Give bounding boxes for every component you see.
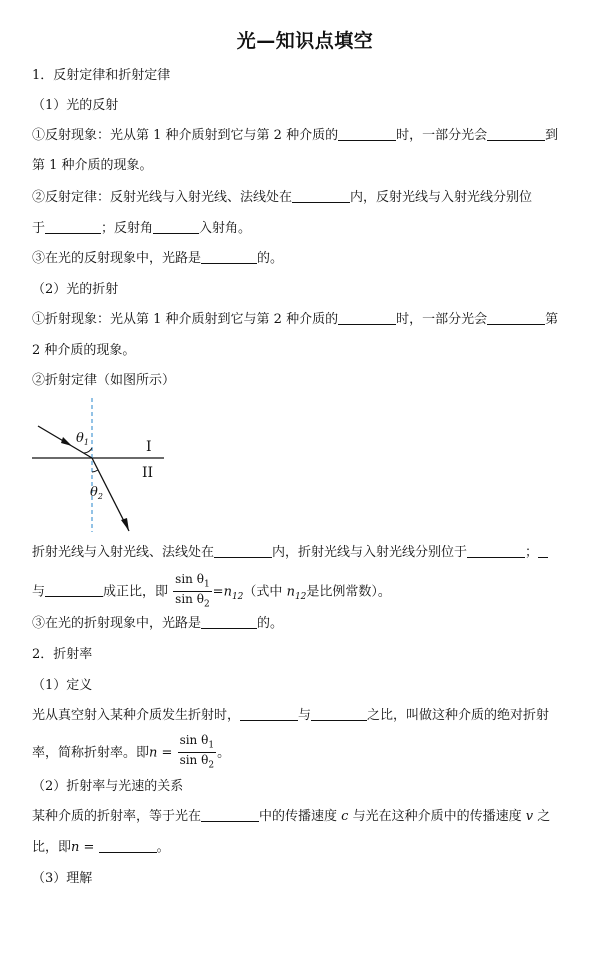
incident-arrow	[61, 437, 72, 446]
page-title: 光—知识点填空	[236, 30, 374, 52]
reflection-phenomenon: ①反射现象：光从第 1 种介质射到它与第 2 种介质的 时，一部分光会 到	[32, 128, 559, 143]
blank-field[interactable]	[467, 543, 525, 558]
refraction-phenomenon: ①折射现象：光从第 1 种介质射到它与第 2 种介质的 时，一部分光会 第	[32, 312, 559, 327]
speed-relation-cont: 比，即n = 。	[32, 840, 170, 855]
blank-field[interactable]	[538, 543, 548, 558]
blank-field[interactable]	[240, 706, 298, 721]
definition-formula: 率，简称折射率。即n = $\frac{\sin \theta_1}{\sin \theta_2}$ 。	[32, 733, 231, 771]
blank-field[interactable]	[99, 838, 157, 853]
blank-field[interactable]	[201, 614, 257, 629]
blank-field[interactable]	[292, 188, 350, 203]
blank-field[interactable]	[487, 126, 545, 141]
subsection-speed-relation: （2）折射率与光速的关系	[32, 779, 184, 794]
refraction-phenomenon-cont: 2 种介质的现象。	[32, 343, 136, 358]
refraction-reversible: ③在光的折射现象中，光路是 的。	[32, 616, 284, 631]
section-1-heading: 1．反射定律和折射定律	[32, 68, 171, 83]
angle-arc-2	[92, 470, 98, 472]
section-2-heading: 2．折射率	[32, 647, 93, 662]
snell-law-line: 与 成正比，即 $\frac{\sin \theta_1}{\sin \theta_2}$ $=n_{12}$（式中 $n_{12}$是比例常数）。	[32, 572, 391, 610]
snell-fraction: $\frac{\sin \theta_1}{\sin \theta_2}$	[175, 572, 210, 610]
refraction-law-text: 折射光线与入射光线、法线处在 内，折射光线与入射光线分别位于 ；	[32, 543, 580, 563]
blank-field[interactable]	[45, 219, 101, 234]
refraction-law-heading: ②折射定律（如图所示）	[32, 373, 176, 388]
theta1-label: $\theta_1$	[76, 431, 89, 447]
blank-field[interactable]	[45, 582, 103, 597]
blank-field[interactable]	[311, 706, 367, 721]
angle-arc-1	[84, 448, 92, 453]
medium-2-label: II	[142, 465, 154, 481]
reflection-reversible: ③在光的反射现象中，光路是 的。	[32, 251, 284, 266]
speed-relation-line: 某种介质的折射率，等于光在 中的传播速度 c 与光在这种介质中的传播速度 v 之	[32, 809, 551, 824]
blank-field[interactable]	[201, 807, 259, 822]
theta2-label: $\theta_2$	[90, 485, 103, 501]
blank-field[interactable]	[201, 249, 257, 264]
blank-field[interactable]	[487, 310, 545, 325]
subsection-understanding: （3）理解	[32, 871, 93, 886]
blank-field[interactable]	[153, 219, 199, 234]
index-fraction: $\frac{\sin \theta_1}{\sin \theta_2}$	[179, 733, 215, 771]
reflection-law: ②反射定律：反射光线与入射光线、法线处在 内，反射光线与入射光线分别位	[32, 190, 533, 205]
subsection-reflection: （1）光的反射	[32, 98, 119, 113]
subsection-refraction: （2）光的折射	[32, 282, 119, 297]
blank-field[interactable]	[338, 310, 396, 325]
refraction-diagram	[32, 396, 168, 534]
blank-field[interactable]	[338, 126, 396, 141]
blank-field[interactable]	[214, 543, 272, 558]
reflection-law-cont: 于 ；反射角 入射角。	[32, 221, 252, 236]
definition-line: 光从真空射入某种介质发生折射时， 与 之比，叫做这种介质的绝对折射	[32, 708, 550, 723]
reflection-phenomenon-cont: 第 1 种介质的现象。	[32, 158, 153, 173]
refracted-arrow	[121, 518, 129, 531]
medium-1-label: I	[146, 439, 152, 455]
subsection-definition: （1）定义	[32, 678, 93, 693]
